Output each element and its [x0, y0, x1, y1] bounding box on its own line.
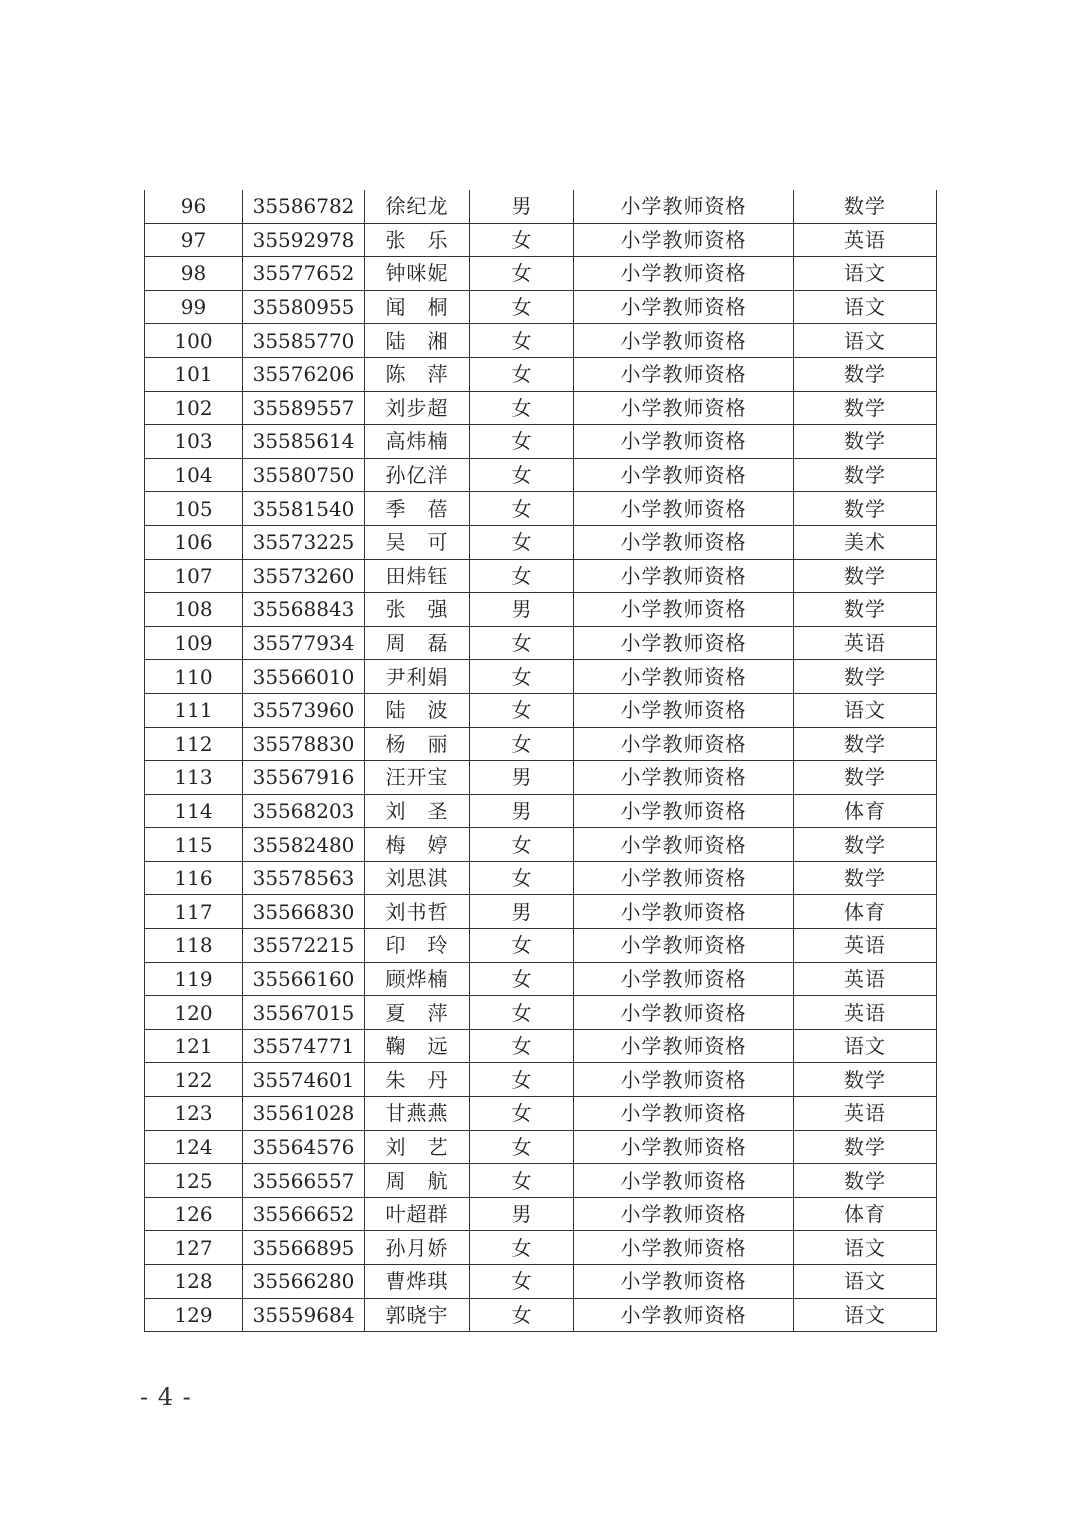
subject-cell: 数学 — [794, 458, 937, 492]
candidate-id-cell: 35577934 — [243, 626, 365, 660]
table-row — [145, 895, 937, 929]
gender-cell: 女 — [470, 357, 574, 391]
candidate-name-cell: 季 蓓 — [365, 492, 470, 526]
qualification-cell: 小学教师资格 — [574, 190, 794, 223]
qualification-cell: 小学教师资格 — [574, 593, 794, 627]
gender-cell: 女 — [470, 492, 574, 526]
table-row — [145, 458, 937, 492]
candidate-name-cell: 孙月娇 — [365, 1231, 470, 1265]
row-number-cell: 123 — [145, 1097, 243, 1131]
table-row — [145, 290, 937, 324]
candidate-id-cell: 35589557 — [243, 391, 365, 425]
subject-cell: 数学 — [794, 593, 937, 627]
candidate-name-cell: 闻 桐 — [365, 290, 470, 324]
table-row — [145, 324, 937, 358]
candidate-name-cell: 陆 波 — [365, 693, 470, 727]
table-row — [145, 223, 937, 257]
candidate-name-cell: 刘步超 — [365, 391, 470, 425]
subject-cell: 英语 — [794, 996, 937, 1030]
qualification-cell: 小学教师资格 — [574, 626, 794, 660]
gender-cell: 女 — [470, 559, 574, 593]
qualification-cell: 小学教师资格 — [574, 492, 794, 526]
candidate-id-cell: 35564576 — [243, 1130, 365, 1164]
subject-cell: 语文 — [794, 324, 937, 358]
subject-cell: 语文 — [794, 257, 937, 291]
subject-cell: 英语 — [794, 223, 937, 257]
row-number-cell: 114 — [145, 794, 243, 828]
table-row — [145, 1231, 937, 1265]
candidate-id-cell: 35574771 — [243, 1029, 365, 1063]
qualification-cell: 小学教师资格 — [574, 861, 794, 895]
subject-cell: 语文 — [794, 1231, 937, 1265]
gender-cell: 女 — [470, 425, 574, 459]
candidate-name-cell: 汪开宝 — [365, 761, 470, 795]
candidate-id-cell: 35566010 — [243, 660, 365, 694]
candidate-id-cell: 35573225 — [243, 525, 365, 559]
candidate-name-cell: 钟咪妮 — [365, 257, 470, 291]
candidate-name-cell: 刘 艺 — [365, 1130, 470, 1164]
row-number-cell: 124 — [145, 1130, 243, 1164]
row-number-cell: 122 — [145, 1063, 243, 1097]
table-row — [145, 559, 937, 593]
gender-cell: 女 — [470, 1097, 574, 1131]
candidate-name-cell: 郭晓宇 — [365, 1298, 470, 1332]
subject-cell: 英语 — [794, 1097, 937, 1131]
row-number-cell: 99 — [145, 290, 243, 324]
candidate-id-cell: 35586782 — [243, 190, 365, 223]
candidate-name-cell: 周 航 — [365, 1164, 470, 1198]
row-number-cell: 109 — [145, 626, 243, 660]
qualification-cell: 小学教师资格 — [574, 1164, 794, 1198]
candidate-name-cell: 曹烨琪 — [365, 1265, 470, 1299]
qualification-cell: 小学教师资格 — [574, 559, 794, 593]
gender-cell: 女 — [470, 962, 574, 996]
candidate-name-cell: 张 乐 — [365, 223, 470, 257]
row-number-cell: 120 — [145, 996, 243, 1030]
table-row — [145, 1265, 937, 1299]
candidate-id-cell: 35592978 — [243, 223, 365, 257]
row-number-cell: 118 — [145, 929, 243, 963]
candidate-name-cell: 梅 婷 — [365, 828, 470, 862]
table-row — [145, 190, 937, 223]
candidate-id-cell: 35585770 — [243, 324, 365, 358]
candidate-id-cell: 35581540 — [243, 492, 365, 526]
candidate-id-cell: 35585614 — [243, 425, 365, 459]
subject-cell: 英语 — [794, 929, 937, 963]
qualification-cell: 小学教师资格 — [574, 895, 794, 929]
candidate-id-cell: 35561028 — [243, 1097, 365, 1131]
candidate-id-cell: 35578563 — [243, 861, 365, 895]
table-row — [145, 425, 937, 459]
table-row — [145, 1130, 937, 1164]
row-number-cell: 113 — [145, 761, 243, 795]
candidate-name-cell: 甘燕燕 — [365, 1097, 470, 1131]
candidate-id-cell: 35566652 — [243, 1197, 365, 1231]
qualification-cell: 小学教师资格 — [574, 929, 794, 963]
gender-cell: 女 — [470, 1164, 574, 1198]
table-row — [145, 1197, 937, 1231]
gender-cell: 女 — [470, 223, 574, 257]
qualification-cell: 小学教师资格 — [574, 1063, 794, 1097]
subject-cell: 体育 — [794, 895, 937, 929]
qualification-cell: 小学教师资格 — [574, 425, 794, 459]
candidate-id-cell: 35566280 — [243, 1265, 365, 1299]
subject-cell: 数学 — [794, 391, 937, 425]
row-number-cell: 100 — [145, 324, 243, 358]
candidate-id-cell: 35566160 — [243, 962, 365, 996]
qualification-cell: 小学教师资格 — [574, 794, 794, 828]
qualification-cell: 小学教师资格 — [574, 828, 794, 862]
candidate-name-cell: 陈 萍 — [365, 357, 470, 391]
subject-cell: 数学 — [794, 1130, 937, 1164]
qualification-cell: 小学教师资格 — [574, 761, 794, 795]
gender-cell: 女 — [470, 290, 574, 324]
gender-cell: 男 — [470, 1197, 574, 1231]
table-row — [145, 391, 937, 425]
candidate-id-cell: 35566830 — [243, 895, 365, 929]
candidate-name-cell: 杨 丽 — [365, 727, 470, 761]
row-number-cell: 104 — [145, 458, 243, 492]
candidate-id-cell: 35573960 — [243, 693, 365, 727]
row-number-cell: 125 — [145, 1164, 243, 1198]
candidate-table — [144, 190, 937, 1332]
row-number-cell: 111 — [145, 693, 243, 727]
candidate-id-cell: 35582480 — [243, 828, 365, 862]
row-number-cell: 96 — [145, 190, 243, 223]
table-row — [145, 794, 937, 828]
qualification-cell: 小学教师资格 — [574, 693, 794, 727]
subject-cell: 语文 — [794, 1298, 937, 1332]
row-number-cell: 101 — [145, 357, 243, 391]
qualification-cell: 小学教师资格 — [574, 962, 794, 996]
qualification-cell: 小学教师资格 — [574, 290, 794, 324]
table-row — [145, 1097, 937, 1131]
candidate-id-cell: 35559684 — [243, 1298, 365, 1332]
row-number-cell: 103 — [145, 425, 243, 459]
table-row — [145, 1164, 937, 1198]
row-number-cell: 119 — [145, 962, 243, 996]
candidate-name-cell: 高炜楠 — [365, 425, 470, 459]
candidate-id-cell: 35566557 — [243, 1164, 365, 1198]
qualification-cell: 小学教师资格 — [574, 660, 794, 694]
candidate-id-cell: 35568843 — [243, 593, 365, 627]
candidate-name-cell: 徐纪龙 — [365, 190, 470, 223]
gender-cell: 女 — [470, 1029, 574, 1063]
table-row — [145, 1298, 937, 1332]
qualification-cell: 小学教师资格 — [574, 357, 794, 391]
table-row — [145, 525, 937, 559]
gender-cell: 女 — [470, 525, 574, 559]
gender-cell: 女 — [470, 660, 574, 694]
subject-cell: 数学 — [794, 190, 937, 223]
candidate-name-cell: 张 强 — [365, 593, 470, 627]
candidate-name-cell: 刘思淇 — [365, 861, 470, 895]
gender-cell: 女 — [470, 1265, 574, 1299]
qualification-cell: 小学教师资格 — [574, 727, 794, 761]
subject-cell: 数学 — [794, 828, 937, 862]
row-number-cell: 107 — [145, 559, 243, 593]
candidate-id-cell: 35568203 — [243, 794, 365, 828]
candidate-name-cell: 朱 丹 — [365, 1063, 470, 1097]
gender-cell: 男 — [470, 593, 574, 627]
candidate-name-cell: 鞠 远 — [365, 1029, 470, 1063]
gender-cell: 女 — [470, 1063, 574, 1097]
candidate-id-cell: 35572215 — [243, 929, 365, 963]
row-number-cell: 105 — [145, 492, 243, 526]
table-row — [145, 357, 937, 391]
qualification-cell: 小学教师资格 — [574, 257, 794, 291]
subject-cell: 数学 — [794, 761, 937, 795]
gender-cell: 女 — [470, 1130, 574, 1164]
candidate-name-cell: 叶超群 — [365, 1197, 470, 1231]
candidate-id-cell: 35580955 — [243, 290, 365, 324]
subject-cell: 体育 — [794, 794, 937, 828]
table-row — [145, 1029, 937, 1063]
gender-cell: 男 — [470, 794, 574, 828]
subject-cell: 数学 — [794, 425, 937, 459]
table-row — [145, 861, 937, 895]
candidate-id-cell: 35577652 — [243, 257, 365, 291]
gender-cell: 女 — [470, 1298, 574, 1332]
gender-cell: 男 — [470, 895, 574, 929]
table-row — [145, 492, 937, 526]
candidate-id-cell: 35567916 — [243, 761, 365, 795]
gender-cell: 男 — [470, 761, 574, 795]
subject-cell: 数学 — [794, 861, 937, 895]
subject-cell: 英语 — [794, 962, 937, 996]
table-row — [145, 962, 937, 996]
gender-cell: 女 — [470, 861, 574, 895]
subject-cell: 英语 — [794, 626, 937, 660]
candidate-name-cell: 夏 萍 — [365, 996, 470, 1030]
qualification-cell: 小学教师资格 — [574, 1231, 794, 1265]
row-number-cell: 110 — [145, 660, 243, 694]
gender-cell: 女 — [470, 929, 574, 963]
gender-cell: 女 — [470, 727, 574, 761]
gender-cell: 女 — [470, 324, 574, 358]
gender-cell: 女 — [470, 1231, 574, 1265]
table-row — [145, 257, 937, 291]
gender-cell: 女 — [470, 391, 574, 425]
gender-cell: 女 — [470, 626, 574, 660]
subject-cell: 数学 — [794, 1063, 937, 1097]
candidate-name-cell: 陆 湘 — [365, 324, 470, 358]
row-number-cell: 127 — [145, 1231, 243, 1265]
gender-cell: 女 — [470, 458, 574, 492]
row-number-cell: 129 — [145, 1298, 243, 1332]
table-row — [145, 1063, 937, 1097]
subject-cell: 语文 — [794, 290, 937, 324]
subject-cell: 数学 — [794, 559, 937, 593]
candidate-name-cell: 周 磊 — [365, 626, 470, 660]
row-number-cell: 115 — [145, 828, 243, 862]
subject-cell: 数学 — [794, 492, 937, 526]
table-row — [145, 929, 937, 963]
qualification-cell: 小学教师资格 — [574, 324, 794, 358]
candidate-id-cell: 35576206 — [243, 357, 365, 391]
row-number-cell: 117 — [145, 895, 243, 929]
row-number-cell: 128 — [145, 1265, 243, 1299]
table-row — [145, 593, 937, 627]
candidate-name-cell: 孙亿洋 — [365, 458, 470, 492]
candidate-id-cell: 35573260 — [243, 559, 365, 593]
qualification-cell: 小学教师资格 — [574, 1197, 794, 1231]
table-row — [145, 727, 937, 761]
candidate-name-cell: 印 玲 — [365, 929, 470, 963]
row-number-cell: 121 — [145, 1029, 243, 1063]
qualification-cell: 小学教师资格 — [574, 1130, 794, 1164]
table-row — [145, 828, 937, 862]
row-number-cell: 102 — [145, 391, 243, 425]
row-number-cell: 108 — [145, 593, 243, 627]
candidate-name-cell: 吴 可 — [365, 525, 470, 559]
table-row — [145, 626, 937, 660]
subject-cell: 美术 — [794, 525, 937, 559]
gender-cell: 男 — [470, 190, 574, 223]
subject-cell: 体育 — [794, 1197, 937, 1231]
qualification-cell: 小学教师资格 — [574, 1029, 794, 1063]
candidate-id-cell: 35574601 — [243, 1063, 365, 1097]
candidate-name-cell: 刘书哲 — [365, 895, 470, 929]
table-row — [145, 761, 937, 795]
row-number-cell: 112 — [145, 727, 243, 761]
page-number: - 4 - — [140, 1383, 192, 1411]
qualification-cell: 小学教师资格 — [574, 391, 794, 425]
candidate-name-cell: 刘 圣 — [365, 794, 470, 828]
table-row — [145, 996, 937, 1030]
row-number-cell: 116 — [145, 861, 243, 895]
row-number-cell: 106 — [145, 525, 243, 559]
subject-cell: 数学 — [794, 1164, 937, 1198]
candidate-name-cell: 顾烨楠 — [365, 962, 470, 996]
row-number-cell: 97 — [145, 223, 243, 257]
table-row — [145, 660, 937, 694]
subject-cell: 语文 — [794, 693, 937, 727]
candidate-id-cell: 35578830 — [243, 727, 365, 761]
candidate-table-body — [145, 190, 937, 1332]
row-number-cell: 126 — [145, 1197, 243, 1231]
subject-cell: 数学 — [794, 357, 937, 391]
candidate-name-cell: 田炜钰 — [365, 559, 470, 593]
candidate-id-cell: 35566895 — [243, 1231, 365, 1265]
subject-cell: 数学 — [794, 660, 937, 694]
qualification-cell: 小学教师资格 — [574, 525, 794, 559]
table-row — [145, 693, 937, 727]
gender-cell: 女 — [470, 828, 574, 862]
subject-cell: 数学 — [794, 727, 937, 761]
subject-cell: 语文 — [794, 1265, 937, 1299]
qualification-cell: 小学教师资格 — [574, 1097, 794, 1131]
gender-cell: 女 — [470, 996, 574, 1030]
candidate-id-cell: 35567015 — [243, 996, 365, 1030]
row-number-cell: 98 — [145, 257, 243, 291]
candidate-name-cell: 尹利娟 — [365, 660, 470, 694]
gender-cell: 女 — [470, 257, 574, 291]
qualification-cell: 小学教师资格 — [574, 458, 794, 492]
qualification-cell: 小学教师资格 — [574, 1265, 794, 1299]
qualification-cell: 小学教师资格 — [574, 223, 794, 257]
subject-cell: 语文 — [794, 1029, 937, 1063]
gender-cell: 女 — [470, 693, 574, 727]
qualification-cell: 小学教师资格 — [574, 1298, 794, 1332]
qualification-cell: 小学教师资格 — [574, 996, 794, 1030]
candidate-id-cell: 35580750 — [243, 458, 365, 492]
